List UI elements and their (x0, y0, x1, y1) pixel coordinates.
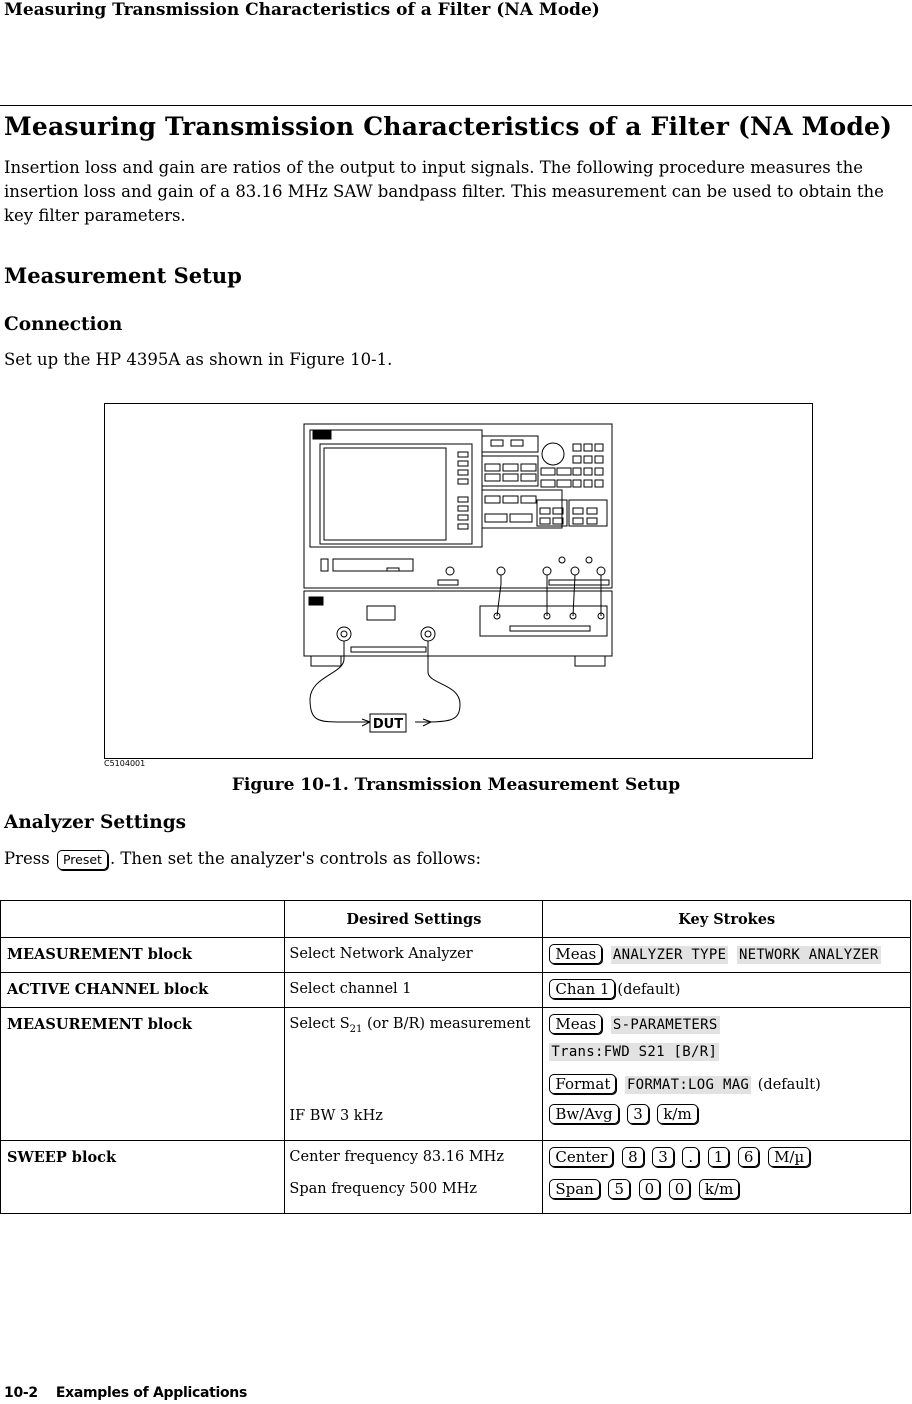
table-row (1, 973, 911, 1008)
hardkey: 6 (738, 1147, 760, 1167)
desired-line: Span frequency 500 MHz (289, 1181, 477, 1197)
press-text: Press (4, 849, 50, 868)
keys-line (547, 1014, 906, 1044)
press-instruction (4, 849, 481, 870)
softkey: NETWORK ANALYZER (738, 947, 879, 963)
preset-key: Preset (57, 850, 108, 870)
block-cell: ACTIVE CHANNEL block (1, 973, 285, 1008)
keys-line (547, 1179, 906, 1211)
hardkey: 0 (669, 1179, 691, 1199)
block-cell: MEASUREMENT block (1, 1008, 285, 1141)
figure-id: C5104001 (104, 759, 146, 768)
page-number: 10-2 (4, 1385, 38, 1401)
hardkey: Span (549, 1179, 599, 1199)
footer-section: Examples of Applications (55, 1385, 248, 1401)
softkey: S-PARAMETERS (612, 1017, 718, 1033)
desired-line: IF BW 3 kHz (289, 1108, 383, 1124)
running-head: Measuring Transmission Characteristics of a Filter (NA Mode) (4, 0, 600, 20)
subsection-heading-connection: Connection (4, 314, 123, 335)
setup-illustration (105, 404, 812, 758)
header-rule (0, 105, 912, 106)
block-cell: SWEEP block (1, 1141, 285, 1214)
figure-frame (104, 403, 813, 759)
table-row (1, 1141, 911, 1214)
hardkey: . (682, 1147, 699, 1167)
hardkey: M/µ (768, 1147, 810, 1167)
softkey: ANALYZER TYPE (612, 947, 727, 963)
intro-paragraph: Insertion loss and gain are ratios of the output to input signals. The following procedure measures the insertion loss and gain of a 83.16 MHz SAW bandpass filter. This measurement can be used to obtain the key filter parameters. (4, 158, 884, 225)
table-header (1, 901, 285, 938)
hardkey: 3 (627, 1104, 649, 1124)
press-text-after: . Then set the analyzer's controls as follows: (109, 849, 482, 868)
hardkey: 5 (608, 1179, 630, 1199)
hardkey: k/m (657, 1104, 697, 1124)
desired-cell: Select Network Analyzer (285, 938, 543, 973)
desired-line (289, 1016, 538, 1108)
keys-line (547, 1147, 906, 1179)
keys-line (547, 1104, 906, 1134)
subsection-heading-analyzer-settings: Analyzer Settings (4, 812, 187, 833)
desired-cell: Select channel 1 (285, 973, 543, 1008)
figure-caption: Figure 10-1. Transmission Measurement Setup (231, 775, 681, 795)
hardkey: Center (549, 1147, 613, 1167)
hardkey: 0 (639, 1179, 661, 1199)
connection-text: Set up the HP 4395A as shown in Figure 10-1. (4, 350, 393, 369)
hardkey: Chan 1 (549, 979, 615, 999)
desired-cell (285, 1008, 543, 1141)
desired-text: Select S (289, 1016, 350, 1032)
desired-cell (285, 1141, 543, 1214)
hardkey: 3 (652, 1147, 674, 1167)
keys-cell (543, 1008, 911, 1141)
section-heading-setup: Measurement Setup (4, 263, 242, 288)
table-header-row (1, 901, 911, 938)
softkey: FORMAT:LOG MAG (626, 1077, 750, 1093)
table-header: Key Strokes (543, 901, 911, 938)
hardkey: Bw/Avg (549, 1104, 618, 1124)
subscript: 21 (349, 1023, 363, 1035)
keys-line (547, 1044, 906, 1074)
default-note: (default) (617, 982, 681, 998)
hardkey: Meas (549, 944, 602, 964)
keys-cell (543, 973, 911, 1008)
default-note: (default) (757, 1077, 821, 1093)
hardkey: 8 (622, 1147, 644, 1167)
table-row (1, 938, 911, 973)
table-header: Desired Settings (285, 901, 543, 938)
dut-label: DUT (372, 717, 404, 732)
keys-line (547, 1074, 906, 1104)
page-title: Measuring Transmission Characteristics of a Filter (NA Mode) (4, 112, 893, 141)
keys-cell (543, 1141, 911, 1214)
hardkey: Meas (549, 1014, 602, 1034)
settings-table (0, 900, 911, 1214)
desired-text: (or B/R) measurement (362, 1016, 531, 1032)
page-footer (4, 1385, 247, 1401)
hardkey: Format (549, 1074, 616, 1094)
hardkey: 1 (708, 1147, 730, 1167)
desired-line: Center frequency 83.16 MHz (289, 1149, 504, 1165)
block-cell: MEASUREMENT block (1, 938, 285, 973)
softkey: Trans:FWD S21 [B/R] (551, 1044, 718, 1060)
keys-cell (543, 938, 911, 973)
hardkey: k/m (699, 1179, 739, 1199)
table-row (1, 1008, 911, 1141)
